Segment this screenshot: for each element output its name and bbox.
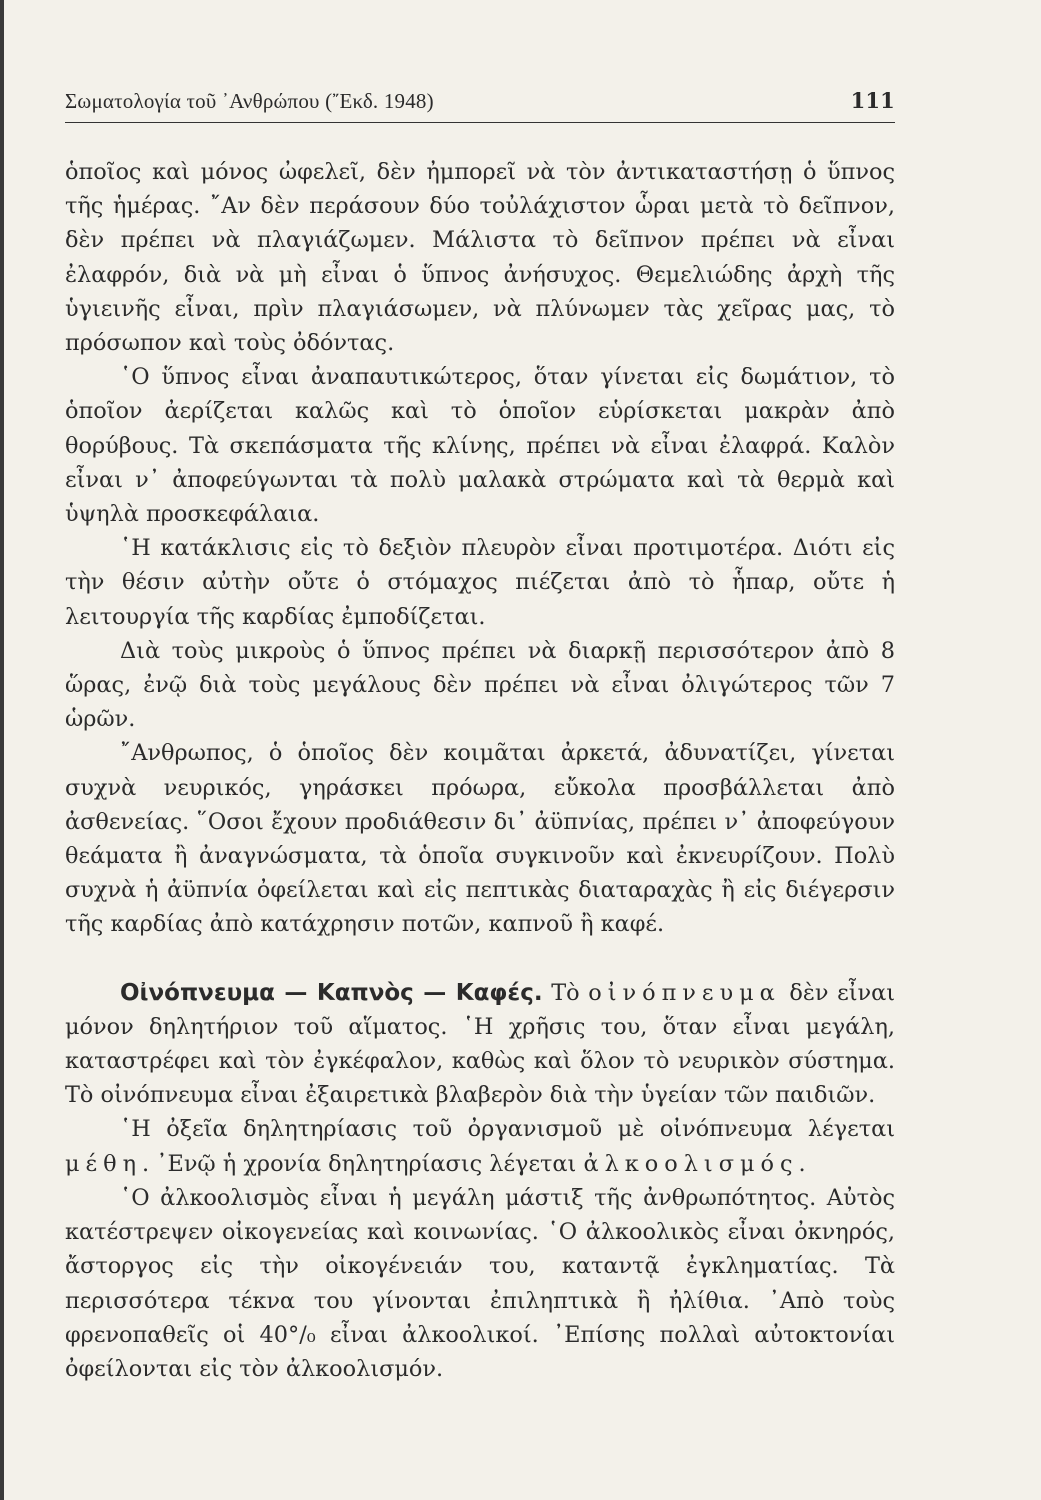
section-intro-after: δὲν εἶναι μόνον δηλητήριον τοῦ αἵματος. ῾Η χρῆσις του, ὅταν εἶναι μεγάλη, καταστρέφει καὶ τὸν ἐγκέφαλον, καθὼς καὶ ὅλον τὸ νευρικὸν σύστημα. Τὸ οἰνόπνευμα εἶναι ἐξαιρετικὰ βλαβερὸν διὰ τὴν ὑγείαν τῶν παιδιῶν. xyxy=(65,979,895,1109)
section-p2-before: ῾Η ὀξεῖα δηλητηρίασις τοῦ ὀργανισμοῦ μὲ οἰνόπνευμα λέγεται xyxy=(120,1116,895,1143)
paragraph-1: ὁποῖος καὶ μόνος ὠφελεῖ, δὲν ἠμπορεῖ νὰ τὸν ἀντικαταστήσῃ ὁ ὕπνος τῆς ἡμέρας. ῎Αν δὲν περάσουν δύο τοὐλάχιστον ὧραι μετὰ τὸ δεῖπνον, δὲν πρέπει νὰ πλαγιάζωμεν. Μάλιστα τὸ δεῖπνον πρέπει νὰ εἶναι ἐλαφρόν, διὰ νὰ μὴ εἶναι ὁ ὕπνος ἀνήσυχος. Θεμελιώδης ἀρχὴ τῆς ὑγιεινῆς εἶναι, πρὶν πλαγιάσωμεν, νὰ πλύνωμεν τὰς χεῖρας μας, τὸ πρόσωπον καὶ τοὺς ὀδόντας. xyxy=(65,159,895,357)
section-p2-spaced-2: ἀλκοολισμός xyxy=(583,1150,799,1177)
section-p2-middle: . ᾽Ενῷ ἡ χρονία δηλητηρίασις λέγεται xyxy=(142,1150,577,1177)
section-p2-end: . xyxy=(798,1150,806,1177)
section-paragraph-2 xyxy=(65,1112,895,1180)
section-alcohol xyxy=(65,976,895,1386)
section-intro-paragraph xyxy=(65,976,895,1113)
section-intro-before: Τὸ xyxy=(551,979,580,1006)
page-binding-edge xyxy=(0,0,4,1500)
section-p2-spaced-1: μέθη xyxy=(65,1150,143,1177)
paragraph-4: Διὰ τοὺς μικροὺς ὁ ὕπνος πρέπει νὰ διαρκῇ περισσότερον ἀπὸ 8 ὥρας, ἐνῷ διὰ τοὺς μεγάλους δὲν πρέπει νὰ εἶναι ὀλιγώτερος τῶν 7 ὡρῶν. xyxy=(65,637,895,733)
running-header xyxy=(65,88,895,123)
paragraph-3: ῾Η κατάκλισις εἰς τὸ δεξιὸν πλευρὸν εἶναι προτιμοτέρα. Διότι εἰς τὴν θέσιν αὐτὴν οὔτε ὁ στόμαχος πιέζεται ἀπὸ τὸ ἧπαρ, οὔτε ἡ λειτουργία τῆς καρδίας ἐμποδίζεται. xyxy=(65,535,895,630)
section-paragraph-3: ῾Ο ἀλκοολισμὸς εἶναι ἡ μεγάλη μάστιξ τῆς ἀνθρωπότητος. Αὐτὸς κατέστρεψεν οἰκογενείας καὶ κοινωνίας. ῾Ο ἀλκοολικὸς εἶναι ὀκνηρός, ἄστοργος εἰς τὴν οἰκογένειάν του, καταντᾷ ἐγκληματίας. Τὰ περισσότερα τέκνα του γίνονται ἐπιληπτικὰ ἢ ἠλίθια. ᾽Απὸ τοὺς φρενοπαθεῖς οἱ 40°/₀ εἶναι ἀλκοολικοί. ᾽Επίσης πολλαὶ αὐτοκτονίαι ὀφείλονται εἰς τὸν ἀλκοολισμόν. xyxy=(65,1184,895,1382)
section-intro-spaced: οἰνόπνευμα xyxy=(588,979,781,1006)
paragraph-5: ῎Ανθρωπος, ὁ ὁποῖος δὲν κοιμᾶται ἀρκετά, ἀδυνατίζει, γίνεται συχνὰ νευρικός, γηράσκει πρόωρα, εὔκολα προσβάλλεται ἀπὸ ἀσθενείας. ῞Οσοι ἔχουν προδιάθεσιν δι᾽ ἀϋπνίας, πρέπει ν᾽ ἀποφεύγουν θεάματα ἢ ἀναγνώσματα, τὰ ὁποῖα συγκινοῦν καὶ ἐκνευρίζουν. Πολὺ συχνὰ ἡ ἀϋπνία ὀφείλεται καὶ εἰς πεπτικὰς διαταραχὰς ἢ εἰς διέγερσιν τῆς καρδίας ἀπὸ κατάχρησιν ποτῶν, καπνοῦ ἢ καφέ. xyxy=(65,740,895,938)
header-title: Σωματολογία τοῦ ᾽Ανθρώπου (῎Εκδ. 1948) xyxy=(65,89,434,113)
page-number: 111 xyxy=(850,88,895,113)
page-body xyxy=(65,155,895,1386)
section-heading: Οἰνόπνευμα — Καπνὸς — Καφές. xyxy=(120,979,543,1006)
paragraph-2: ῾Ο ὕπνος εἶναι ἀναπαυτικώτερος, ὅταν γίνεται εἰς δωμάτιον, τὸ ὁποῖον ἀερίζεται καλῶς καὶ τὸ ὁποῖον εὑρίσκεται μακρὰν ἀπὸ θορύβους. Τὰ σκεπάσματα τῆς κλίνης, πρέπει νὰ εἶναι ἐλαφρά. Καλὸν εἶναι ν᾽ ἀποφεύγωνται τὰ πολὺ μαλακὰ στρώματα καὶ τὰ θερμὰ καὶ ὑψηλὰ προσκεφάλαια. xyxy=(65,364,895,528)
book-page xyxy=(65,88,895,1386)
